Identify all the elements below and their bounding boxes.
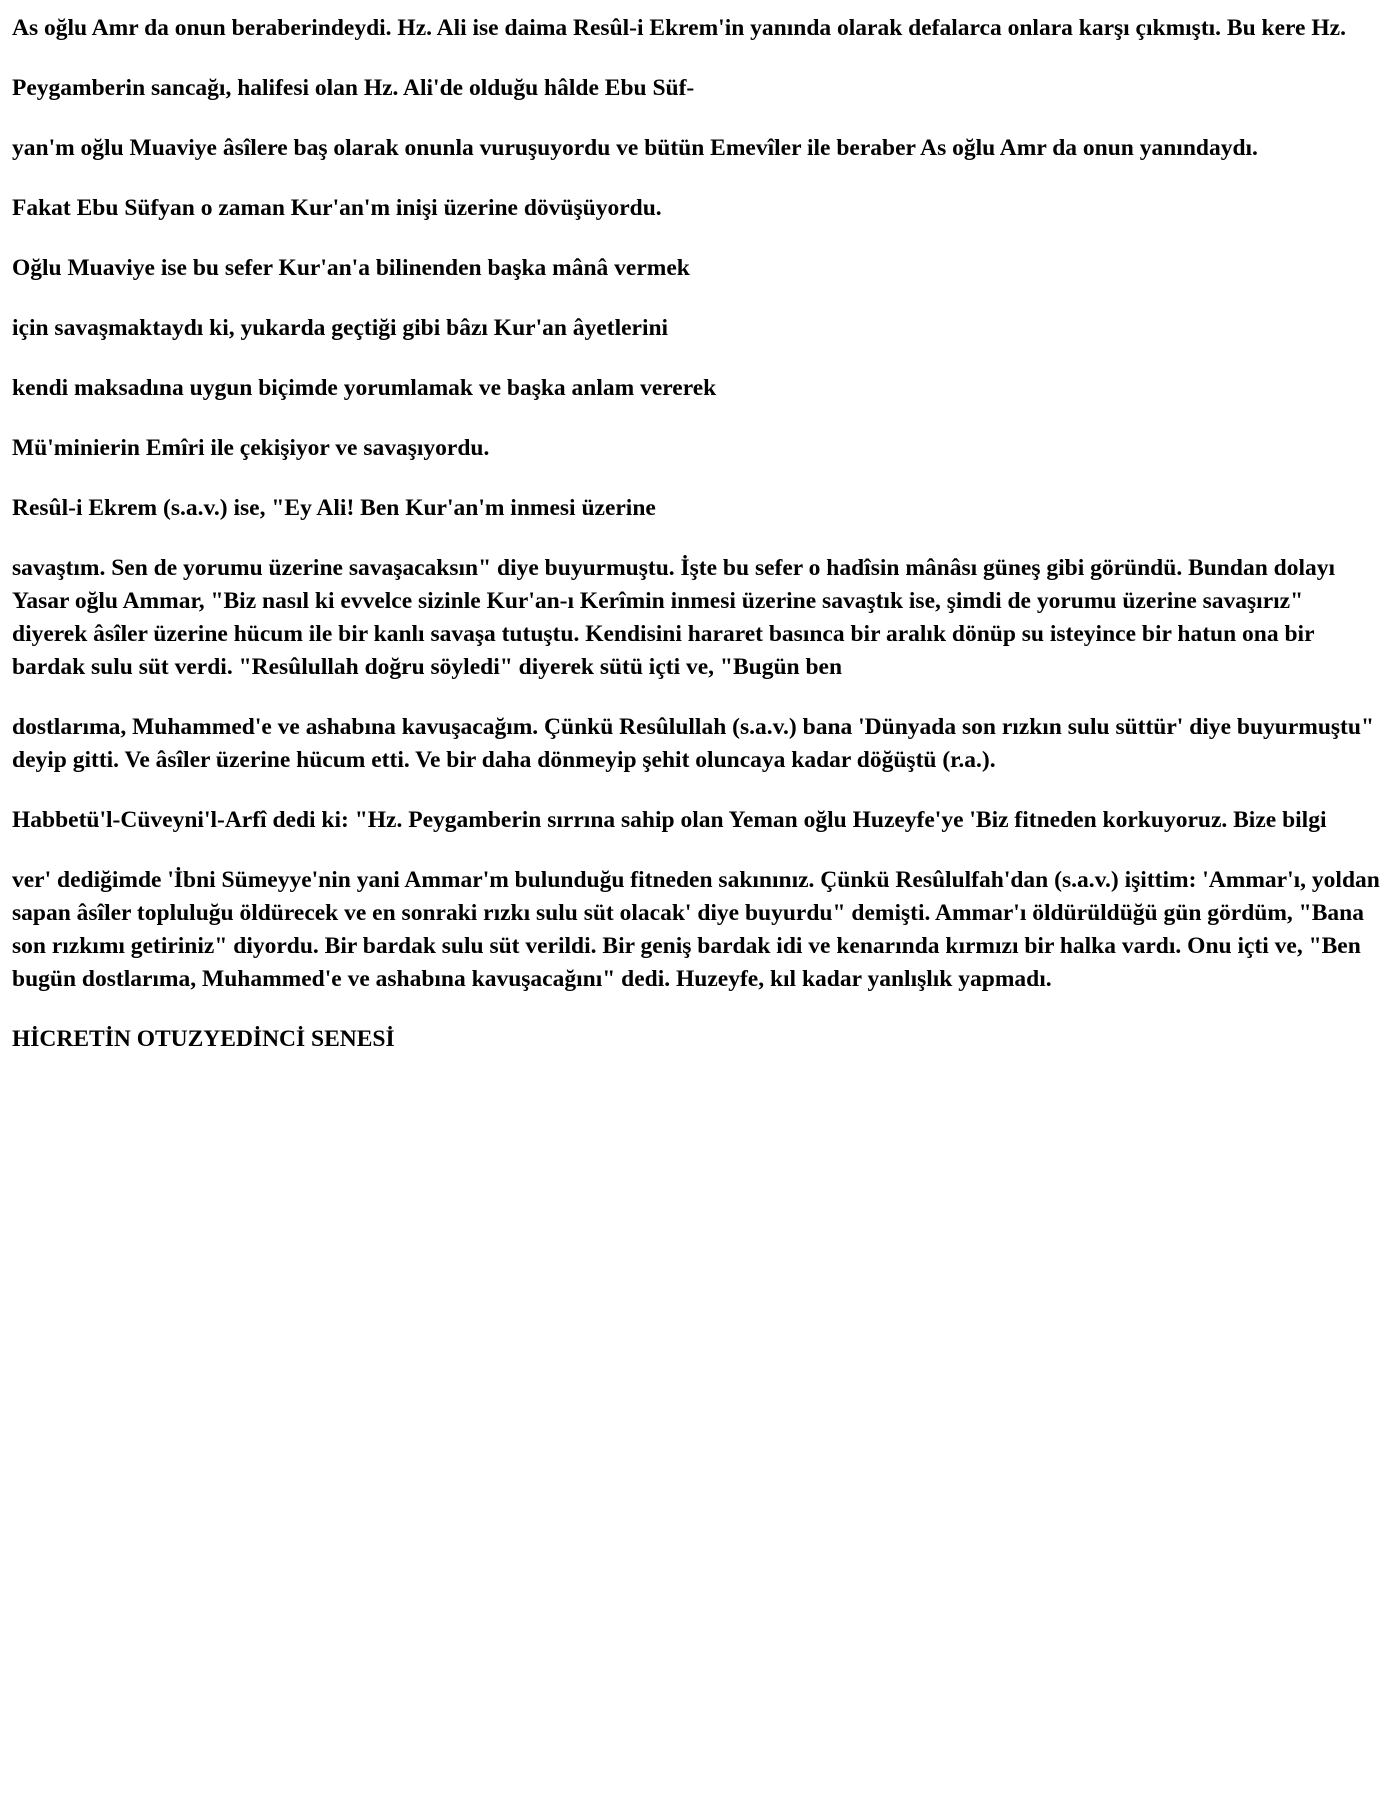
document-page bbox=[12, 12, 1382, 1083]
paragraph: yan'm oğlu Muaviye âsîlere baş olarak onunla vuruşuyordu ve bütün Emevîler ile beraber As oğlu Amr da onun yanındaydı. bbox=[12, 135, 1258, 161]
paragraph: ver' dediğimde 'İbni Sümeyye'nin yani Ammar'm bulunduğu fitneden sakınınız. Çünkü Resûlulfah'dan (s.a.v.) işittim: 'Ammar'ı, yoldan sapan âsîler topluluğu öldürecek ve en sonraki rızkı sulu süt olacak' diye buyurdu" demişti. Ammar'ı öldürüldüğü gün gördüm, "Bana son rızkımı getiriniz" diyordu. Bir bardak sulu süt verildi. Bir geniş bardak idi ve kenarında kırmızı bir halka vardı. Onu içti ve, "Ben bugün dostlarıma, Muhammed'e ve ashabına kavuşacağını" dedi. Huzeyfe, kıl kadar yanlışlık yapmadı. bbox=[12, 867, 1380, 992]
paragraph: Oğlu Muaviye ise bu sefer Kur'an'a bilinenden başka mânâ vermek bbox=[12, 255, 690, 281]
paragraph: Habbetü'l-Cüveyni'l-Arfî dedi ki: "Hz. Peygamberin sırrına sahip olan Yeman oğlu Huzeyfe'ye 'Biz fitneden korkuyoruz. Bize bilgi bbox=[12, 807, 1327, 833]
paragraph: Resûl-i Ekrem (s.a.v.) ise, "Ey Ali! Ben Kur'an'm inmesi üzerine bbox=[12, 495, 656, 521]
section-heading: HİCRETİN OTUZYEDİNCİ SENESİ bbox=[12, 1026, 395, 1052]
paragraph: Mü'minierin Emîri ile çekişiyor ve savaşıyordu. bbox=[12, 435, 490, 461]
paragraph: için savaşmaktaydı ki, yukarda geçtiği gibi bâzı Kur'an âyetlerini bbox=[12, 315, 669, 341]
paragraph: dostlarıma, Muhammed'e ve ashabına kavuşacağım. Çünkü Resûlullah (s.a.v.) bana 'Dünyada son rızkın sulu süttür' diye buyurmuştu" deyip gitti. Ve âsîler üzerine hücum etti. Ve bir daha dönmeyip şehit oluncaya kadar döğüştü (r.a.). bbox=[12, 714, 1374, 773]
paragraph: Peygamberin sancağı, halifesi olan Hz. Ali'de olduğu hâlde Ebu Süf- bbox=[12, 75, 695, 101]
paragraph: savaştım. Sen de yorumu üzerine savaşacaksın" diye buyurmuştu. İşte bu sefer o hadîsin mânâsı güneş gibi göründü. Bundan dolayı Yasar oğlu Ammar, "Biz nasıl ki evvelce sizinle Kur'an-ı Kerîmin inmesi üzerine savaştık ise, şimdi de yorumu üzerine savaşırız" diyerek âsîler üzerine hücum ile bir kanlı savaşa tutuştu. Kendisini hararet basınca bir aralık dönüp su isteyince bir hatun ona bir bardak sulu süt verdi. "Resûlullah doğru söyledi" diyerek sütü içti ve, "Bugün ben bbox=[12, 555, 1336, 680]
paragraph: As oğlu Amr da onun beraberindeydi. Hz. Ali ise daima Resûl-i Ekrem'in yanında olarak defalarca onlara karşı çıkmıştı. Bu kere Hz. bbox=[12, 15, 1346, 41]
paragraph: kendi maksadına uygun biçimde yorumlamak ve başka anlam vererek bbox=[12, 375, 717, 401]
paragraph: Fakat Ebu Süfyan o zaman Kur'an'm inişi üzerine dövüşüyordu. bbox=[12, 195, 662, 221]
